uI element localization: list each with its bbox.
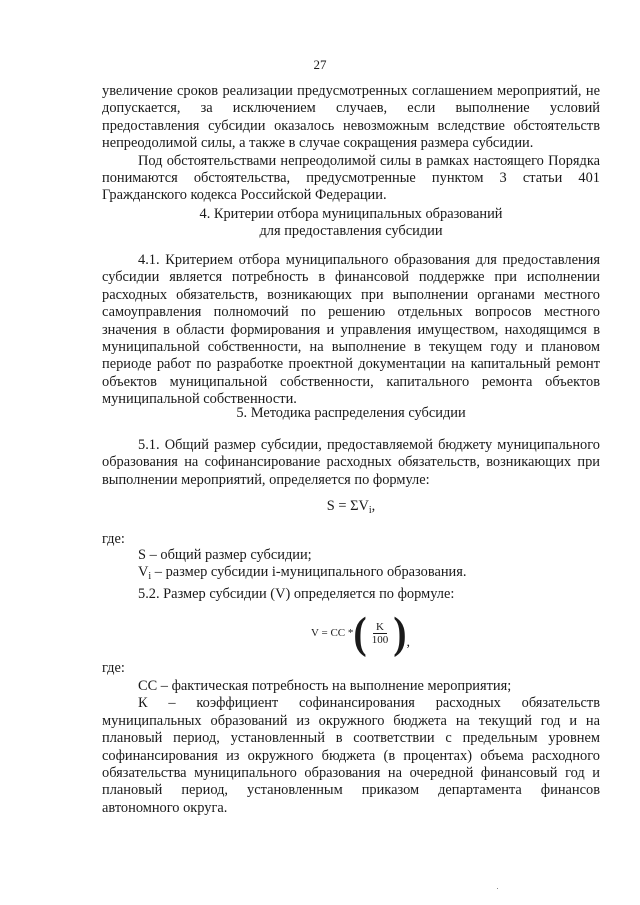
paragraph-force-majeure: Под обстоятельствами непреодолимой силы в рамках настоящего Порядка понимаются обстоятельства, предусмотренные пунктом 3 статьи 401 Гражданского кодекса Российской Федерации.: [102, 152, 600, 204]
definition-k: К – коэффициент софинансирования расходных обязательств муниципальных образований из окружного бюджета на текущий год и на плановый период, установленный в соответствии с предельным уровнем софинансирования из окружного бюджета (в процентах) объема расходного обязательства муниципального образования на очередной финансовый год и плановый период, установленным приказом департамента финансов автономного округа.: [102, 695, 600, 816]
where-block-1: [102, 531, 600, 548]
section5-heading-text: 5. Методика распределения субсидии: [236, 405, 466, 421]
paragraph-continuation: увеличение сроков реализации предусмотренных соглашением мероприятий, не допускается, за исключением случаев, если выполнение условий предоставления субсидии оказалось невозможным вследствие обстоятельств непреодолимой силы, а также в случае сокращения размера субсидии.: [102, 83, 600, 152]
section4-heading: [102, 206, 600, 241]
formula2-lhs: V = CC *: [311, 627, 354, 639]
definition-vi-symbol: V: [138, 564, 149, 581]
section4-body: [102, 252, 600, 409]
formula1-tail: ,: [371, 498, 376, 514]
where-label-2: где:: [102, 660, 125, 676]
formula-total-subsidy: [102, 498, 600, 519]
formula2-fraction: [369, 621, 392, 646]
formula2-close-paren: ): [393, 607, 407, 658]
formula1-lhs: S = ΣV: [326, 498, 369, 514]
formula2-tail: ,: [406, 635, 411, 650]
scan-speck: [497, 888, 498, 889]
definition-vi-sub: i: [148, 571, 152, 583]
paragraph-5-1: 5.1. Общий размер субсидии, предоставляемой бюджету муниципального образования на софинансирование расходных обязательств, возникающих при выполнении мероприятий, определяется по формуле:: [102, 437, 600, 488]
where-block-2: [102, 660, 600, 677]
definition-cc: СС – фактическая потребность на выполнение мероприятия;: [138, 678, 512, 694]
section5-body: [102, 437, 600, 489]
formula2-numerator: K: [373, 621, 387, 634]
formula1-sub: i: [368, 505, 372, 516]
section4-heading-line2: для предоставления субсидии: [259, 223, 443, 240]
paragraph-4-1: 4.1. Критерием отбора муниципального образования для предоставления субсидии является потребность в финансовой поддержке при исполнении расходных обязательств, возникающих при выполнении органами местного самоуправления полномочий по решению отдельных вопросов местного значения в области формирования и управления имуществом, находящимся в муниципальной собственности, на выполнение в текущем году и плановом периоде работ по разработке проектной документации на капитальный ремонт объектов муниципальной собственности, капитального ремонта объектов муниципальной собственности.: [102, 252, 600, 408]
definitions-2: [102, 678, 600, 817]
definition-s: S – общий размер субсидии;: [138, 547, 312, 563]
top-section: [102, 83, 600, 205]
page-number: 27: [313, 57, 327, 72]
paragraph-5-2: 5.2. Размер субсидии (V) определяется по формуле:: [138, 585, 455, 602]
definition-vi: [138, 564, 600, 585]
definition-vi-text: – размер субсидии i-муниципального образования.: [151, 564, 467, 581]
formula2-open-paren: (: [353, 607, 367, 658]
section5-heading: [102, 405, 600, 422]
formula-subsidy-size: [311, 609, 410, 657]
definitions-1: [138, 547, 600, 603]
formula2-denominator: 100: [371, 633, 389, 646]
where-label-1: где:: [102, 531, 125, 547]
section4-heading-line1: 4. Критерии отбора муниципальных образований: [199, 206, 503, 222]
